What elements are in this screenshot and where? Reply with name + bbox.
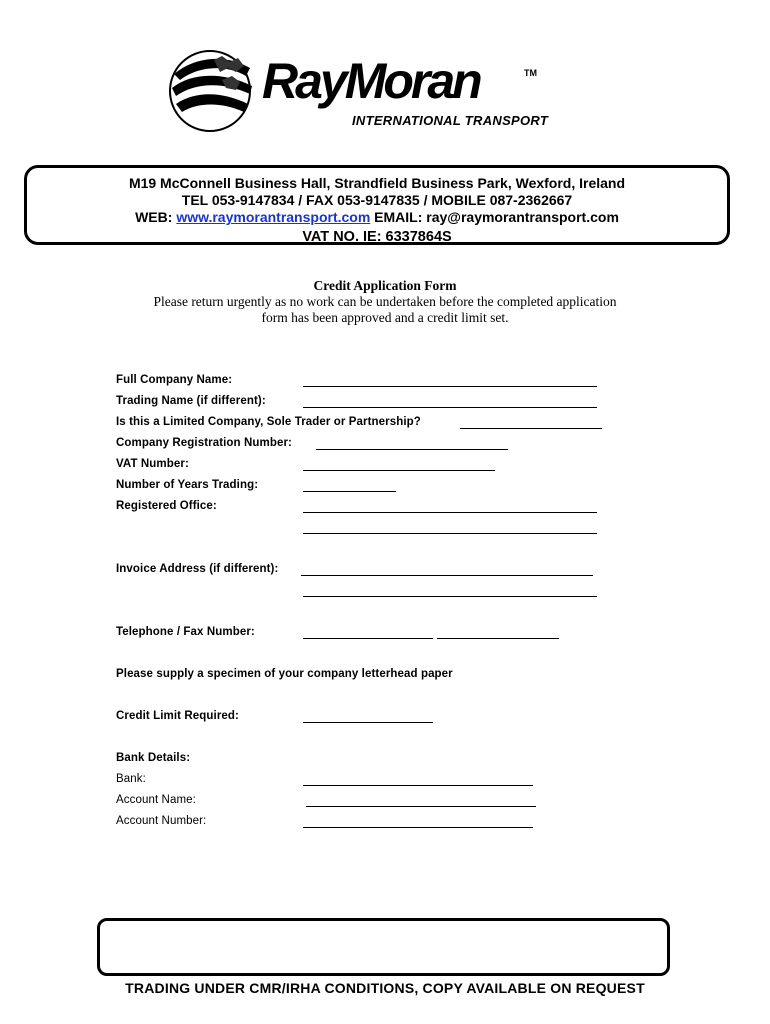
address-line: M19 McConnell Business Hall, Strandfield Business Park, Wexford, Ireland [128, 175, 626, 191]
telephone-fax-label: Telephone / Fax Number: [116, 626, 255, 638]
web-label: WEB: [135, 209, 177, 225]
bank-label: Bank: [116, 773, 146, 785]
registered-office-field-1[interactable] [303, 512, 597, 513]
full-company-name-label: Full Company Name: [116, 374, 233, 386]
intro-line-2: form has been approved and a credit limit set. [261, 310, 509, 325]
registered-office-label: Registered Office: [116, 500, 217, 512]
full-company-name-field[interactable] [303, 386, 597, 387]
website-link[interactable]: www.raymorantransport.com [176, 209, 371, 225]
account-name-field[interactable] [306, 806, 536, 807]
fax-field[interactable] [437, 638, 559, 639]
credit-limit-field[interactable] [303, 722, 433, 723]
form-intro [100, 278, 670, 326]
bank-field[interactable] [303, 785, 533, 786]
bank-details-heading: Bank Details: [116, 752, 191, 764]
trading-name-label: Trading Name (if different): [116, 395, 266, 407]
company-logo [166, 46, 586, 138]
registration-number-field[interactable] [316, 449, 508, 450]
telephone-field[interactable] [303, 638, 433, 639]
invoice-address-field-1[interactable] [301, 575, 593, 576]
vat-number-label: VAT Number: [116, 458, 189, 470]
invoice-address-label: Invoice Address (if different): [116, 563, 279, 575]
company-type-label: Is this a Limited Company, Sole Trader or Partnership? [116, 416, 421, 428]
globe-icon [166, 46, 262, 136]
signature-box[interactable] [97, 918, 670, 976]
account-number-label: Account Number: [116, 815, 207, 827]
web-email-line [27, 209, 727, 226]
credit-limit-label: Credit Limit Required: [116, 710, 239, 722]
invoice-address-field-2[interactable] [303, 596, 597, 597]
years-trading-field[interactable] [303, 491, 396, 492]
account-name-label: Account Name: [116, 794, 196, 806]
brand-name: RayMoran [262, 53, 480, 109]
registration-number-label: Company Registration Number: [116, 437, 292, 449]
email-text: EMAIL: ray@raymorantransport.com [370, 209, 619, 225]
phone-line: TEL 053-9147834 / FAX 053-9147835 / MOBILE 087-2362667 [181, 192, 573, 208]
footer-conditions: TRADING UNDER CMR/IRHA CONDITIONS, COPY AVAILABLE ON REQUEST [125, 980, 645, 996]
vat-number-line: VAT NO. IE: 6337864S [302, 229, 452, 245]
contact-info-box [24, 165, 730, 245]
years-trading-label: Number of Years Trading: [116, 479, 259, 491]
company-type-field[interactable] [460, 428, 602, 429]
brand-tagline: INTERNATIONAL TRANSPORT [352, 113, 549, 128]
trading-name-field[interactable] [303, 407, 597, 408]
account-number-field[interactable] [303, 827, 533, 828]
vat-number-field[interactable] [303, 470, 495, 471]
intro-line-1: Please return urgently as no work can be undertaken before the completed application [153, 294, 617, 309]
form-title: Credit Application Form [313, 278, 457, 293]
letterhead-note: Please supply a specimen of your company letterhead paper [116, 668, 453, 680]
registered-office-field-2[interactable] [303, 533, 597, 534]
trademark-mark: TM [524, 68, 537, 78]
